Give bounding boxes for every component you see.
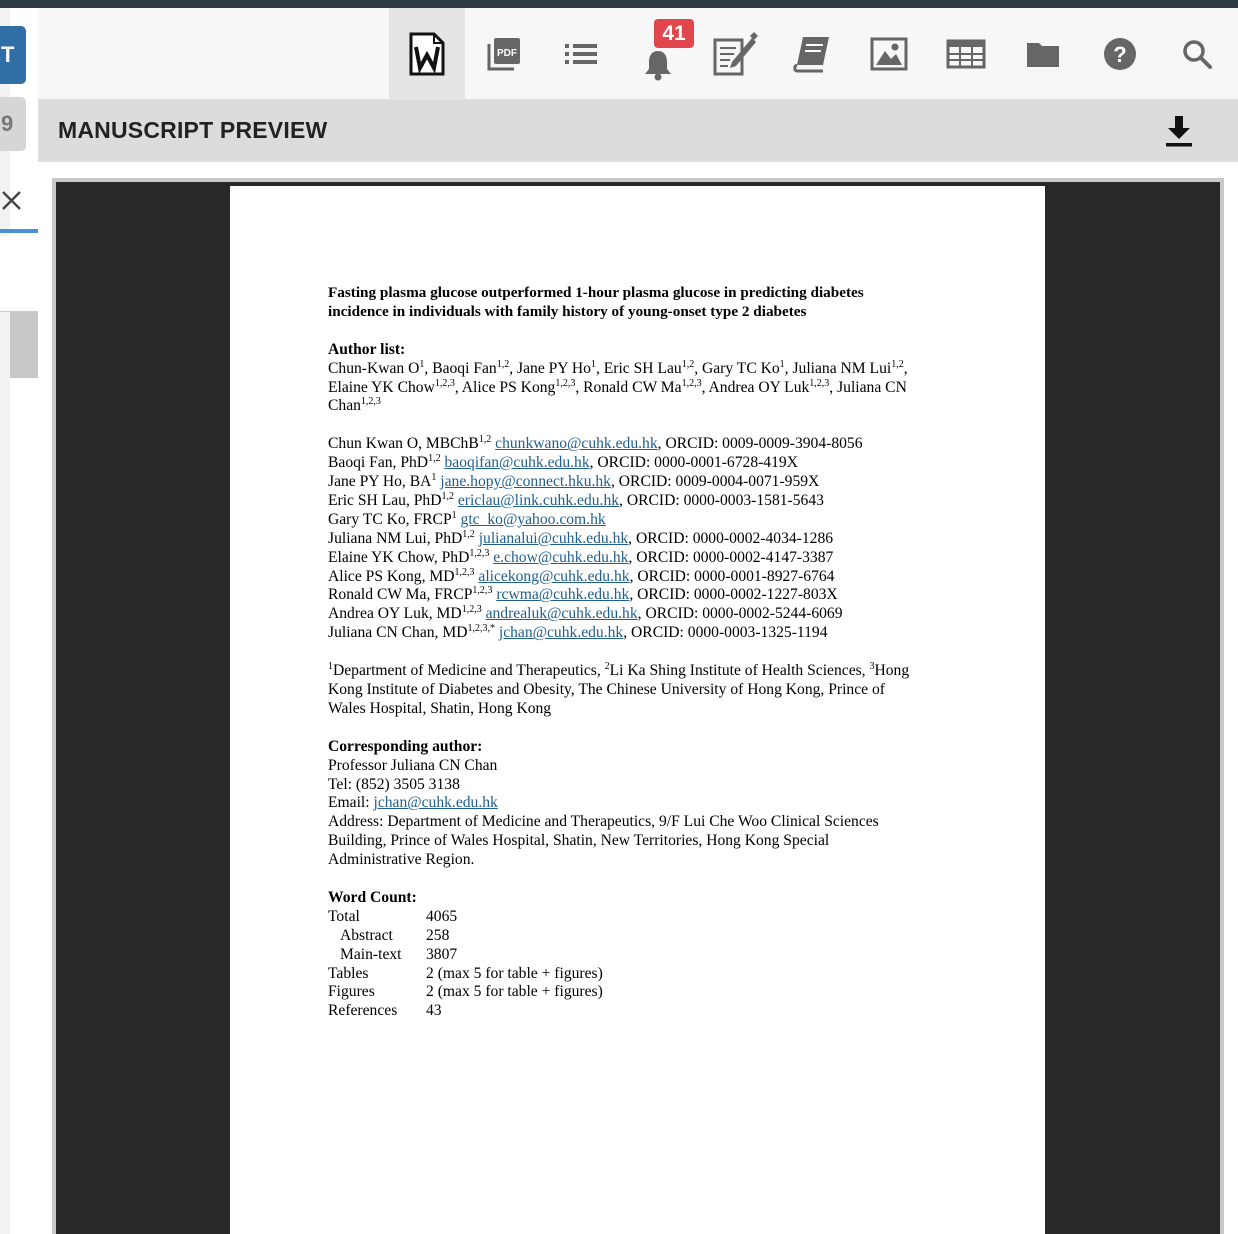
word-document-icon bbox=[407, 32, 447, 76]
author-orcid: , ORCID: 0009-0009-3904-8056 bbox=[657, 435, 863, 453]
author-affiliation: 1,2,3 bbox=[555, 377, 576, 389]
author-credential: Eric SH Lau, PhD bbox=[328, 491, 442, 509]
word-count-row bbox=[328, 946, 968, 965]
author-name: Juliana NM Lui bbox=[792, 359, 892, 377]
author-affiliation: 1 bbox=[590, 358, 596, 370]
author-affiliation: 1,2 bbox=[441, 490, 454, 502]
word-count bbox=[328, 889, 968, 1021]
manuscript-content bbox=[328, 284, 968, 1021]
corresponding-tel: Tel: (852) 3505 3138 bbox=[328, 775, 460, 793]
author-email-link[interactable]: julianalui@cuhk.edu.hk bbox=[478, 529, 629, 547]
document-page bbox=[230, 186, 1045, 1234]
author-affiliation: 1,2,3 bbox=[454, 566, 475, 578]
author-affiliation: 1,2 bbox=[496, 358, 510, 370]
author-detail-row bbox=[328, 568, 968, 587]
download-button[interactable] bbox=[1164, 114, 1194, 148]
affiliation-text: Li Ka Shing Institute of Health Sciences, bbox=[609, 662, 870, 680]
folder-icon bbox=[1026, 40, 1060, 68]
left-side-panel bbox=[0, 8, 38, 1234]
close-icon[interactable] bbox=[0, 188, 26, 214]
separator: , bbox=[694, 359, 702, 377]
author-detail-row bbox=[328, 586, 968, 605]
bell-icon bbox=[643, 47, 673, 81]
author-detail-row bbox=[328, 454, 968, 473]
author-email-link[interactable]: rcwma@cuhk.edu.hk bbox=[496, 586, 630, 604]
author-credential: Elaine YK Chow, PhD bbox=[328, 548, 470, 566]
author-affiliation: 1,2,3,* bbox=[467, 623, 495, 635]
affiliation-line bbox=[328, 662, 968, 681]
word-count-value: 258 bbox=[426, 926, 450, 944]
author-affiliation: 1 bbox=[419, 358, 425, 370]
word-count-label: Abstract bbox=[340, 926, 393, 944]
separator: , bbox=[595, 359, 604, 377]
image-button[interactable] bbox=[851, 8, 927, 100]
author-name: Baoqi Fan bbox=[432, 359, 497, 377]
author-email-link[interactable]: ericlau@link.cuhk.edu.hk bbox=[457, 491, 620, 509]
author-credential: Chun Kwan O, MBChB bbox=[328, 435, 479, 453]
word-count-row bbox=[328, 965, 968, 984]
word-count-value: 2 (max 5 for table + figures) bbox=[426, 983, 603, 1001]
table-icon bbox=[946, 39, 986, 69]
author-name: Eric SH Lau bbox=[603, 359, 682, 377]
corresponding-author bbox=[328, 738, 968, 870]
author-credential: Andrea OY Luk, MD bbox=[328, 605, 462, 623]
author-list-line bbox=[328, 397, 968, 416]
affiliations bbox=[328, 662, 968, 719]
svg-text:?: ? bbox=[1113, 42, 1127, 67]
author-email-link[interactable]: chunkwano@cuhk.edu.hk bbox=[495, 435, 658, 453]
author-name: Andrea OY Luk bbox=[708, 378, 810, 396]
author-orcid: , ORCID: 0000-0003-1581-5643 bbox=[619, 491, 824, 509]
author-affiliation: 1,2 bbox=[891, 358, 904, 370]
word-count-row bbox=[328, 927, 968, 946]
author-detail-row bbox=[328, 473, 968, 492]
author-name: Elaine YK Chow bbox=[328, 378, 435, 396]
corresponding-name: Professor Juliana CN Chan bbox=[328, 756, 498, 774]
author-affiliation: 1,2,3 bbox=[472, 585, 493, 597]
author-details bbox=[328, 435, 968, 643]
edit-note-icon bbox=[712, 32, 758, 76]
top-accent-bar bbox=[0, 0, 1238, 8]
affiliation-text: Department of Medicine and Therapeutics, bbox=[333, 662, 605, 680]
author-list-line bbox=[328, 360, 968, 379]
author-orcid: , ORCID: 0000-0002-1227-803X bbox=[629, 586, 838, 604]
manuscript-title bbox=[328, 284, 968, 322]
author-email-link[interactable]: alicekong@cuhk.edu.hk bbox=[478, 567, 630, 585]
pdf-icon bbox=[486, 36, 522, 72]
sidebar-counter-badge[interactable]: 9 bbox=[0, 97, 26, 151]
word-count-value: 4065 bbox=[426, 907, 458, 925]
list-icon bbox=[564, 42, 598, 66]
author-affiliation: 1,2 bbox=[428, 453, 441, 465]
author-name-continued: Chan bbox=[328, 397, 361, 415]
separator: , bbox=[701, 378, 709, 396]
author-list-line bbox=[328, 379, 968, 398]
separator: , bbox=[454, 378, 462, 396]
word-count-row bbox=[328, 908, 968, 927]
author-orcid: , ORCID: 0000-0002-4147-3387 bbox=[628, 548, 834, 566]
separator: , bbox=[575, 378, 584, 396]
author-detail-row bbox=[328, 549, 968, 568]
word-count-value: 43 bbox=[426, 1002, 442, 1020]
corresponding-heading: Corresponding author: bbox=[328, 737, 483, 755]
author-name: Gary TC Ko bbox=[702, 359, 780, 377]
word-count-label: Total bbox=[328, 907, 360, 925]
author-detail-row bbox=[328, 605, 968, 624]
author-credential: Juliana CN Chan, MD bbox=[328, 624, 468, 642]
author-orcid: , ORCID: 0000-0001-8927-6764 bbox=[629, 567, 835, 585]
author-orcid: , ORCID: 0000-0002-5244-6069 bbox=[637, 605, 843, 623]
word-count-label: Figures bbox=[328, 983, 375, 1001]
author-name: Juliana CN bbox=[837, 378, 907, 396]
book-button[interactable] bbox=[774, 8, 850, 100]
left-panel-scrollbar[interactable] bbox=[10, 312, 38, 378]
help-button[interactable] bbox=[1082, 8, 1158, 100]
author-email-link[interactable]: gtc_ko@yahoo.com.hk bbox=[460, 510, 606, 528]
affiliation-text: Hong bbox=[874, 662, 910, 680]
author-affiliation: 1,2,3 bbox=[469, 547, 490, 559]
word-count-label: References bbox=[328, 1002, 398, 1020]
separator: , bbox=[784, 359, 793, 377]
author-detail-row bbox=[328, 435, 968, 454]
author-affiliation: 1,2 bbox=[478, 434, 492, 446]
author-email-link[interactable]: jane.hopy@connect.hku.hk bbox=[440, 473, 611, 491]
word-count-row bbox=[328, 983, 968, 1002]
affiliation-number: 2 bbox=[604, 661, 610, 673]
folder-button[interactable] bbox=[1005, 8, 1081, 100]
author-orcid: , ORCID: 0009-0004-0071-959X bbox=[610, 473, 820, 491]
help-icon bbox=[1103, 37, 1137, 71]
manuscript-preview-header bbox=[38, 100, 1238, 162]
image-icon bbox=[870, 37, 908, 71]
author-credential: Baoqi Fan, PhD bbox=[328, 454, 429, 472]
author-email-link[interactable]: jchan@cuhk.edu.hk bbox=[498, 624, 624, 642]
author-orcid: , ORCID: 0000-0002-4034-1286 bbox=[628, 529, 834, 547]
page-title: MANUSCRIPT PREVIEW bbox=[58, 117, 328, 143]
left-panel-section bbox=[0, 236, 38, 312]
word-count-row bbox=[328, 1002, 968, 1021]
word-count-heading: Word Count: bbox=[328, 888, 417, 906]
edit-note-button[interactable] bbox=[697, 8, 773, 100]
table-button[interactable] bbox=[928, 8, 1004, 100]
author-detail-row bbox=[328, 530, 968, 549]
search-button[interactable] bbox=[1159, 8, 1235, 100]
author-email-link[interactable]: andrealuk@cuhk.edu.hk bbox=[485, 605, 638, 623]
toolbar bbox=[38, 8, 1238, 100]
list-button[interactable] bbox=[543, 8, 619, 100]
author-affiliation: 1,2,3 bbox=[360, 396, 381, 408]
affiliation-line: Wales Hospital, Shatin, Hong Kong bbox=[328, 699, 552, 717]
word-document-button[interactable] bbox=[389, 8, 465, 100]
word-count-label: Tables bbox=[328, 964, 369, 982]
notification-count-badge: 41 bbox=[654, 19, 694, 48]
author-detail-row bbox=[328, 624, 968, 643]
corresponding-email-row bbox=[328, 794, 968, 813]
address-line: Address: Department of Medicine and Therapeutics, 9/F Lui Che Woo Clinical Sciences bbox=[328, 813, 879, 831]
email-label: Email: bbox=[328, 794, 374, 812]
download-icon bbox=[1164, 114, 1194, 148]
author-credential: Alice PS Kong, MD bbox=[328, 567, 455, 585]
affiliation-line: Kong Institute of Diabetes and Obesity, The Chinese University of Hong Kong, Prince of bbox=[328, 680, 885, 698]
word-count-value: 3807 bbox=[426, 945, 458, 963]
author-affiliation: 1 bbox=[431, 472, 437, 484]
author-affiliation: 1,2 bbox=[681, 358, 695, 370]
author-name: Jane PY Ho bbox=[517, 359, 591, 377]
author-credential: Jane PY Ho, BA bbox=[328, 473, 432, 491]
author-affiliation: 1,2,3 bbox=[434, 377, 455, 389]
search-icon bbox=[1182, 39, 1212, 69]
word-count-value: 2 (max 5 for table + figures) bbox=[426, 964, 603, 982]
author-name: Alice PS Kong bbox=[461, 378, 556, 396]
affiliation-number: 3 bbox=[869, 661, 875, 673]
separator: , bbox=[424, 359, 433, 377]
author-detail-row bbox=[328, 511, 968, 530]
author-name: Chun-Kwan O bbox=[328, 359, 420, 377]
author-orcid: , ORCID: 0000-0003-1325-1194 bbox=[623, 624, 828, 642]
separator: , bbox=[509, 359, 518, 377]
author-credential: Juliana NM Lui, PhD bbox=[328, 529, 463, 547]
author-affiliation: 1 bbox=[779, 358, 785, 370]
corresponding-email-link[interactable]: jchan@cuhk.edu.hk bbox=[373, 794, 498, 812]
title-line: Fasting plasma glucose outperformed 1-hour plasma glucose in predicting diabetes bbox=[328, 284, 864, 301]
address-line: Building, Prince of Wales Hospital, Shatin, New Territories, Hong Kong Special bbox=[328, 832, 830, 850]
sidebar-tab-badge[interactable]: T bbox=[0, 26, 26, 84]
word-count-label: Main-text bbox=[340, 945, 402, 963]
author-email-link[interactable]: baoqifan@cuhk.edu.hk bbox=[444, 454, 590, 472]
book-icon bbox=[793, 35, 831, 73]
author-list-heading: Author list: bbox=[328, 340, 406, 358]
author-affiliation: 1,2,3 bbox=[809, 377, 830, 389]
author-credential: Gary TC Ko, FRCP bbox=[328, 510, 452, 528]
author-affiliation: 1,2,3 bbox=[681, 377, 702, 389]
author-affiliation: 1 bbox=[451, 509, 457, 521]
address-line: Administrative Region. bbox=[328, 851, 475, 869]
author-orcid: , ORCID: 0000-0001-6728-419X bbox=[589, 454, 798, 472]
separator: , bbox=[829, 378, 838, 396]
author-affiliation: 1,2,3 bbox=[461, 604, 482, 616]
svg-text:PDF: PDF bbox=[497, 48, 517, 59]
separator: , bbox=[903, 359, 908, 377]
author-credential: Ronald CW Ma, FRCP bbox=[328, 586, 473, 604]
author-email-link[interactable]: e.chow@cuhk.edu.hk bbox=[493, 548, 629, 566]
pdf-button[interactable] bbox=[466, 8, 542, 100]
author-list bbox=[328, 360, 968, 417]
title-line: incidence in individuals with family history of young-onset type 2 diabetes bbox=[328, 302, 807, 320]
author-affiliation: 1,2 bbox=[462, 528, 475, 540]
active-tab-indicator bbox=[0, 229, 38, 233]
author-name: Ronald CW Ma bbox=[583, 378, 682, 396]
author-detail-row bbox=[328, 492, 968, 511]
affiliation-number: 1 bbox=[328, 661, 333, 673]
